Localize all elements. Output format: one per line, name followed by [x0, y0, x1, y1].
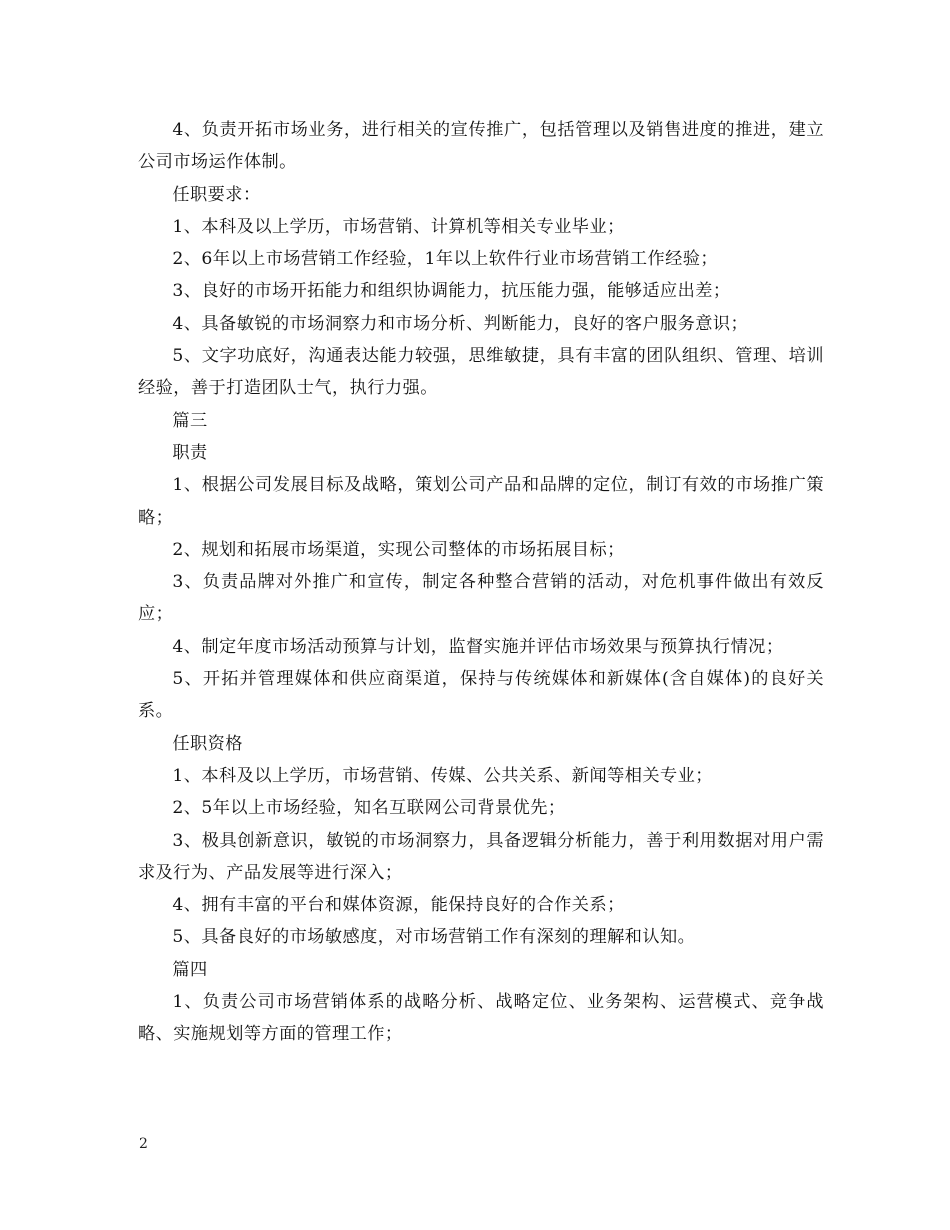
paragraph-6: 4、具备敏锐的市场洞察力和市场分析、判断能力，良好的客户服务意识； — [172, 313, 749, 334]
paragraph-20: 5、具备良好的市场敏感度，对市场营销工作有深刻的理解和认知。 — [172, 927, 696, 948]
page-body — [138, 114, 824, 1051]
paragraph-5: 3、良好的市场开拓能力和组织协调能力，抗压能力强，能够适应出差； — [172, 281, 731, 302]
page-number: 2 — [139, 1136, 148, 1152]
paragraph-12: 3、负责品牌对外推广和宣传，制定各种整合营销的活动，对危机事件做出有效反应； — [138, 572, 824, 625]
paragraph-10: 1、根据公司发展目标及战略，策划公司产品和品牌的定位，制订有效的市场推广策略； — [138, 475, 824, 528]
paragraph-7: 5、文字功底好，沟通表达能力较强，思维敏捷，具有丰富的团队组织、管理、培训经验，善于打造团队士气，执行力强。 — [138, 346, 824, 399]
heading-qualifications: 任职资格 — [172, 733, 243, 754]
paragraph-18: 3、极具创新意识，敏锐的市场洞察力，具备逻辑分析能力，善于利用数据对用户需求及行为、产品发展等进行深入； — [138, 830, 824, 883]
paragraph-3: 1、本科及以上学历，市场营销、计算机等相关专业毕业； — [172, 216, 625, 237]
paragraph-13: 4、制定年度市场活动预算与计划，监督实施并评估市场效果与预算执行情况； — [172, 636, 784, 657]
paragraph-4: 2、6年以上市场营销工作经验，1年以上软件行业市场营销工作经验； — [172, 249, 719, 270]
paragraph-1: 4、负责开拓市场业务，进行相关的宣传推广，包括管理以及销售进度的推进，建立公司市场运作体制。 — [138, 120, 824, 173]
paragraph-22: 1、负责公司市场营销体系的战略分析、战略定位、业务架构、运营模式、竞争战略、实施规划等方面的管理工作； — [138, 992, 824, 1045]
paragraph-16: 1、本科及以上学历，市场营销、传媒、公共关系、新闻等相关专业； — [172, 765, 713, 786]
paragraph-17: 2、5年以上市场经验，知名互联网公司背景优先； — [172, 798, 566, 819]
paragraph-19: 4、拥有丰富的平台和媒体资源，能保持良好的合作关系； — [172, 895, 625, 916]
section-heading-part-three: 篇三 — [172, 410, 208, 431]
section-heading-part-four: 篇四 — [172, 959, 208, 980]
paragraph-14: 5、开拓并管理媒体和供应商渠道，保持与传统媒体和新媒体(含自媒体)的良好关系。 — [138, 669, 824, 722]
heading-job-requirements: 任职要求： — [172, 184, 261, 205]
paragraph-11: 2、规划和拓展市场渠道，实现公司整体的市场拓展目标； — [172, 539, 625, 560]
heading-duties: 职责 — [172, 442, 208, 463]
